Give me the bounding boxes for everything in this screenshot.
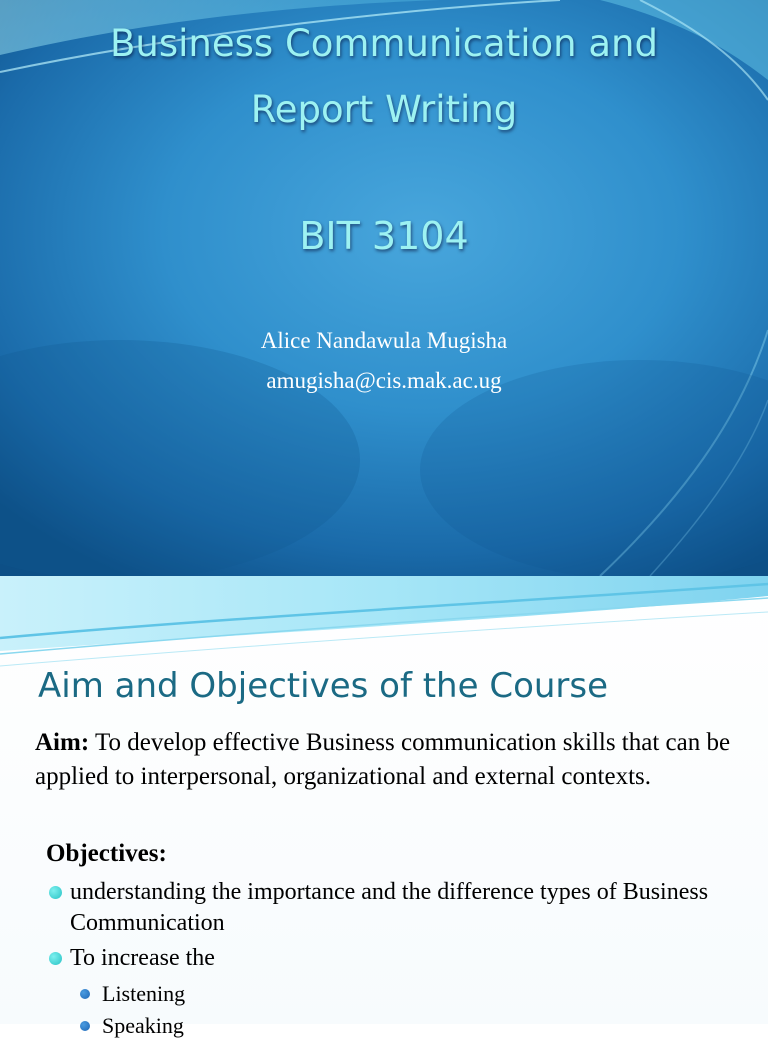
- sub-bullet-icon: [80, 1021, 90, 1031]
- aim-label: Aim:: [35, 729, 90, 756]
- slide-title-line-2: Report Writing: [250, 88, 518, 131]
- author-name: Alice Nandawula Mugisha: [260, 328, 508, 353]
- aim-text: To develop effective Business communication skills that can be applied to interpersonal, organizational and external contexts.: [35, 729, 731, 790]
- bullet-text: To increase the: [70, 945, 215, 971]
- sub-bullet-text: Speaking: [102, 1013, 184, 1038]
- slide-heading: Aim and Objectives of the Course: [38, 666, 609, 706]
- sub-bullet-icon: [80, 989, 90, 999]
- bullet-icon: [49, 886, 62, 899]
- content-slide: [0, 576, 768, 1038]
- bullet-icon: [49, 952, 62, 965]
- sub-list-item: [78, 980, 185, 1008]
- author-email: amugisha@cis.mak.ac.ug: [266, 368, 502, 393]
- list-item: [46, 943, 726, 974]
- course-code: BIT 3104: [299, 214, 469, 258]
- bullet-text: understanding the importance and the difference types of Business Communication: [70, 879, 709, 936]
- sub-bullet-text: Listening: [102, 981, 186, 1006]
- slide-title-line-1: Business Communication and: [110, 22, 658, 65]
- sub-list-item: [78, 1012, 184, 1040]
- objectives-label: Objectives:: [46, 840, 167, 867]
- list-item: [46, 877, 726, 939]
- aim-paragraph: [35, 726, 750, 794]
